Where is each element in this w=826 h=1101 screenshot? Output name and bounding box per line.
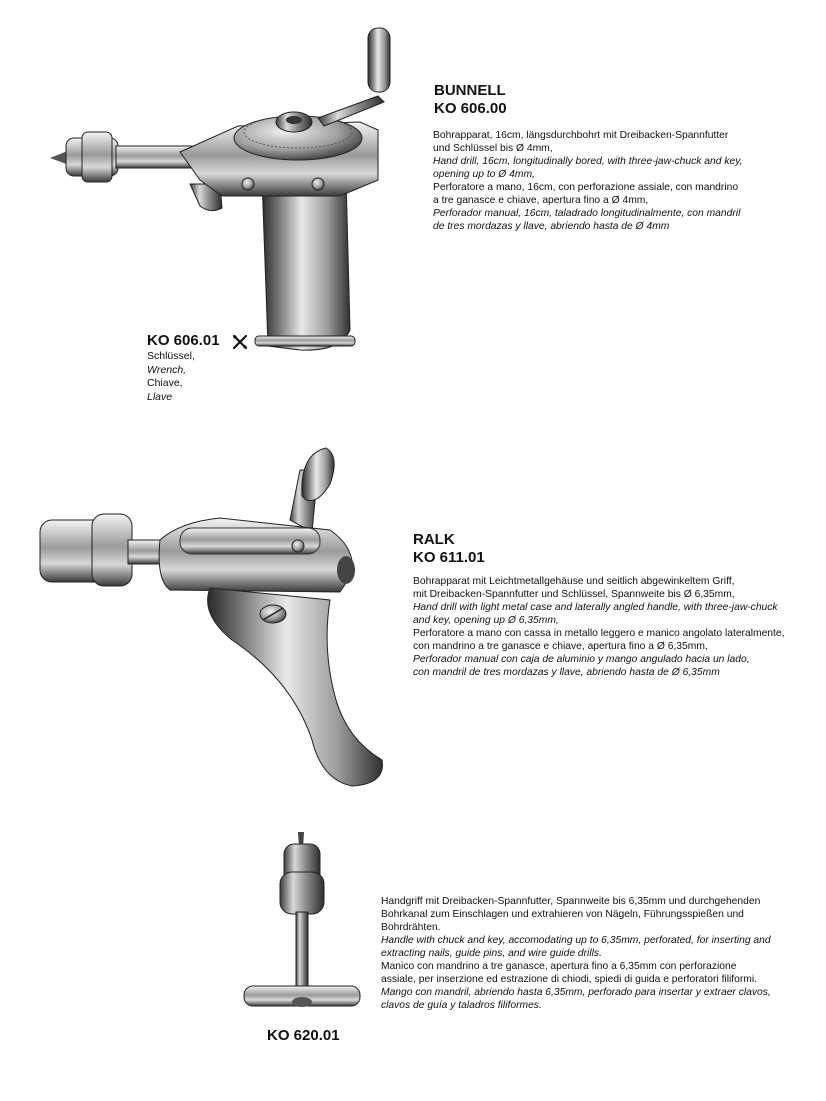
- desc-line: Bohrapparat, 16cm, längsdurchbohrt mit Dreibacken-Spannfutter: [433, 130, 729, 141]
- desc-line: con mandrino a tre ganasce e chiave, apertura fino a Ø 6,35mm,: [413, 641, 708, 652]
- desc-line: Chiave,: [147, 377, 183, 389]
- desc-line: Schlüssel,: [147, 350, 195, 362]
- bunnell-description: [433, 129, 742, 233]
- desc-line: extracting nails, guide pins, and wire guide drills.: [381, 948, 602, 959]
- desc-line: Bohrkanal zum Einschlagen und extrahieren von Nägeln, Führungsspießen und: [381, 909, 744, 920]
- wrench-cross-icon: [233, 335, 247, 349]
- desc-line: opening up to Ø 4mm,: [433, 169, 535, 180]
- handle-description: [381, 895, 771, 1012]
- desc-line: Hand drill with light metal case and laterally angled handle, with three-jaw-chuck: [413, 602, 778, 613]
- ralk-name: RALK: [413, 531, 455, 548]
- desc-line: Handle with chuck and key, accomodating up to 6,35mm, perforated, for inserting and: [381, 935, 771, 946]
- desc-line: Llave: [147, 390, 173, 403]
- desc-line: Mango con mandril, abriendo hasta 6,35mm, perforado para insertar y extraer clavos,: [381, 987, 771, 998]
- desc-line: Manico con mandrino a tre ganasce, apertura fino a 6,35mm con perforazione: [381, 961, 737, 972]
- ralk-description: [413, 575, 784, 679]
- bunnell-name: BUNNELL: [434, 82, 506, 99]
- desc-line: Perforatore a mano con cassa in metallo leggero e manico angolato lateralmente,: [413, 628, 785, 639]
- desc-line: clavos de guía y taladros filiformes.: [381, 1000, 542, 1011]
- desc-line: Perforador manual, 16cm, taladrado longitudinalmente, con mandril: [433, 208, 741, 219]
- desc-line: a tre ganasce e chiave, apertura fino a Ø 4mm,: [433, 195, 649, 206]
- handle-code: KO 620.01: [267, 1027, 340, 1044]
- desc-line: und Schlüssel bis Ø 4mm,: [433, 143, 553, 154]
- wrench-description: [147, 350, 195, 404]
- desc-line: Perforador manual con caja de aluminio y mango angulado hacia un lado,: [413, 654, 750, 665]
- desc-line: de tres mordazas y llave, abriendo hasta de Ø 4mm: [433, 221, 670, 232]
- ralk-code: KO 611.01: [413, 549, 485, 566]
- desc-line: Handgriff mit Dreibacken-Spannfutter, Spannweite bis 6,35mm und durchgehenden: [381, 896, 761, 907]
- desc-line: mit Dreibacken-Spannfutter und Schlüssel, Spannweite bis Ø 6,35mm,: [413, 589, 735, 600]
- desc-line: con mandril de tres mordazas y llave, abriendo hasta de Ø 6,35mm: [413, 667, 720, 678]
- desc-line: Hand drill, 16cm, longitudinally bored, with three-jaw-chuck and key,: [433, 156, 743, 167]
- bunnell-code: KO 606.00: [434, 100, 507, 117]
- desc-line: and key, opening up Ø 6,35mm,: [413, 615, 559, 626]
- desc-line: assiale, per inserzione ed estrazione di chiodi, spiedi di guida e perforatori filiformi.: [381, 974, 758, 985]
- desc-line: Wrench,: [147, 363, 187, 376]
- desc-line: Bohrapparat mit Leichtmetallgehäuse und seitlich abgewinkeltem Griff,: [413, 576, 735, 587]
- wrench-code: KO 606.01: [147, 332, 220, 349]
- desc-line: Perforatore a mano, 16cm, con perforazione assiale, con mandrino: [433, 182, 739, 193]
- desc-line: Bohrdrähten.: [381, 922, 441, 933]
